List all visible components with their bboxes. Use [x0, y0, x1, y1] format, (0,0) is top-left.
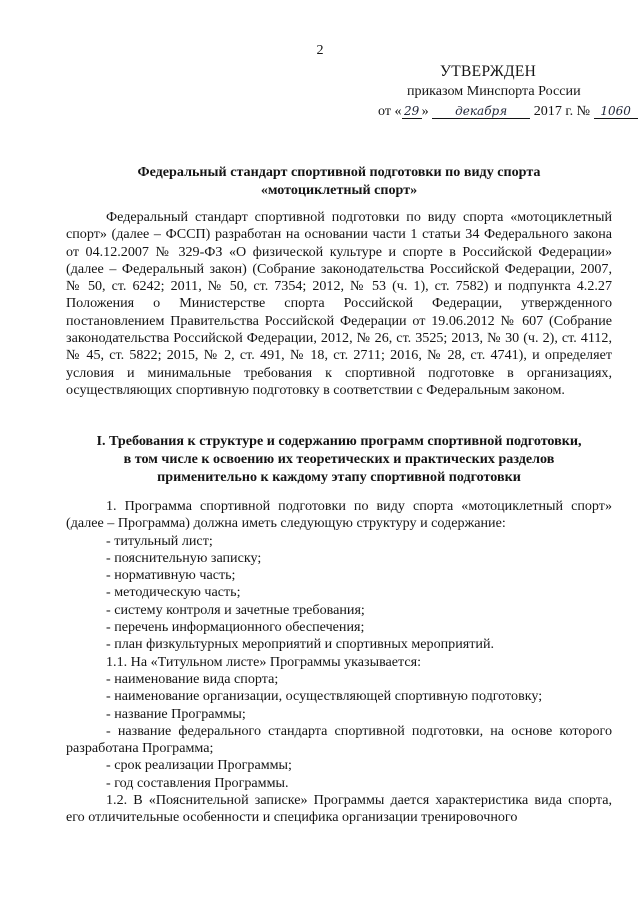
document-title-line-2: «мотоциклетный спорт» — [260, 182, 418, 198]
approval-title: УТВЕРЖДЕН — [440, 63, 537, 80]
section-1-heading-line-3: применительно к каждому этапу спортивной подготовки — [157, 469, 521, 485]
date-month-handwritten: декабря — [432, 104, 530, 119]
list-item: - наименование организации, осуществляющей спортивную подготовку; — [106, 688, 543, 705]
list-item: - методическую часть; — [106, 584, 241, 601]
list-item: - название Программы; — [106, 705, 246, 722]
list-item: - наименование вида спорта; — [106, 670, 279, 687]
title-page-list — [66, 671, 612, 792]
document-title-line-1: Федеральный стандарт спортивной подготовки по виду спорта — [137, 164, 541, 180]
document-title — [66, 163, 612, 199]
list-item: - нормативную часть; — [106, 567, 236, 584]
approval-order-line: приказом Минспорта России — [407, 83, 581, 99]
list-item: - название федерального стандарта спортивной подготовки, на основе которого разработана Программа; — [66, 722, 612, 757]
approval-date-line — [378, 101, 631, 121]
section-1-body — [66, 498, 612, 827]
approval-stamp — [378, 62, 631, 121]
list-item: - год составления Программы. — [106, 774, 289, 791]
section-1-heading-line-1: I. Требования к структуре и содержанию программ спортивной подготовки, — [96, 433, 582, 449]
page-number: 2 — [316, 42, 324, 58]
date-day-handwritten: 29 — [402, 104, 422, 119]
doc-number-handwritten: 1060 — [594, 104, 638, 119]
list-item: - перечень информационного обеспечения; — [106, 619, 365, 636]
item-1-paragraph: 1. Программа спортивной подготовки по виду спорта «мотоциклетный спорт» (далее – Программа) должна иметь следующую структуру и содержание: — [66, 498, 612, 532]
intro-section — [66, 209, 612, 399]
list-item: - план физкультурных мероприятий и спортивных мероприятий. — [106, 636, 495, 653]
date-year-text: 2017 г. № — [533, 103, 591, 119]
date-prefix: от « — [378, 103, 402, 119]
list-item: - пояснительную записку; — [106, 549, 262, 566]
date-mid: » — [421, 103, 429, 119]
list-item: - срок реализации Программы; — [106, 757, 292, 774]
item-1-1-paragraph: 1.1. На «Титульном листе» Программы указывается: — [106, 653, 422, 670]
structure-list — [66, 533, 612, 654]
list-item: - титульный лист; — [106, 532, 213, 549]
section-1-heading-line-2: в том числе к освоению их теоретических и практических разделов — [123, 451, 555, 467]
item-1-2-paragraph: 1.2. В «Пояснительной записке» Программы дается характеристика вида спорта, его отличительные особенности и специфика организации тренировочного — [66, 792, 612, 826]
list-item: - систему контроля и зачетные требования; — [106, 601, 365, 618]
intro-paragraph: Федеральный стандарт спортивной подготовки по виду спорта «мотоциклетный спорт» (далее – ФССП) разработан на основании части 1 статьи 34 Федерального закона от 04.12.2007 № 329-ФЗ «О физической культуре и спорте в Российской Федерации» (далее – Федеральный закон) (Собрание законодательства Российской Федерации, 2007, № 50, ст. 6242; 2011, № 50, ст. 7354; 2012, № 53 (ч. 1), ст. 7582) и подпункта 4.2.27 Положения о Министерстве спорта Российской Федерации, утвержденного постановлением Правительства Российской Федерации от 19.06.2012 № 607 (Собрание законодательства Российской Федерации, 2012, № 26, ст. 3525; 2013, № 30 (ч. 2), ст. 4112, № 45, ст. 5822; 2015, № 2, ст. 491, № 18, ст. 2711; 2016, № 28, ст. 4741), и определяет условия и минимальные требования к спортивной подготовке в организациях, осуществляющих спортивную подготовку в соответствии с Федеральным законом. — [66, 209, 612, 398]
section-1-heading — [66, 432, 612, 486]
